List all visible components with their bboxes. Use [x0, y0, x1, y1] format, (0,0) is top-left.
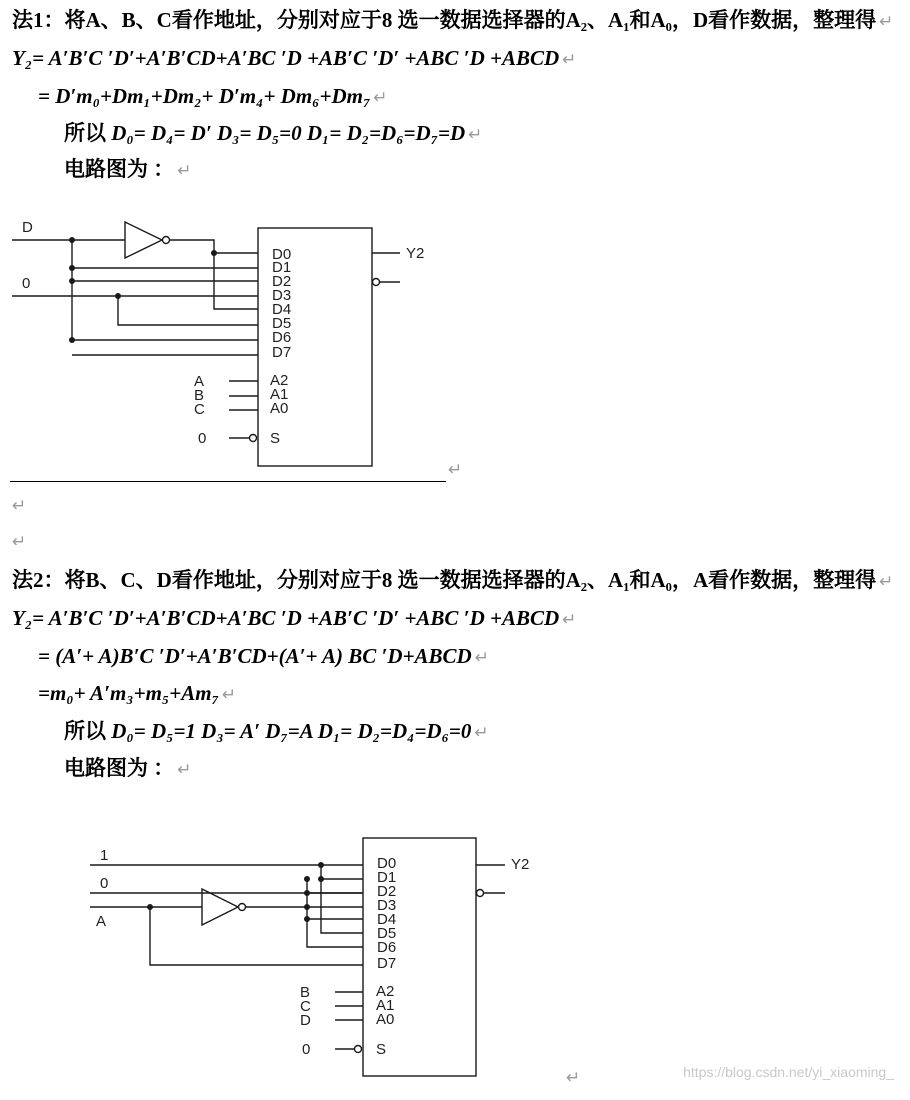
input-label-one: 1	[100, 847, 109, 864]
pin-d3: D3	[377, 897, 397, 914]
method1-heading: 法1：将A、B、C看作地址，分别对应于8 选一数据选择器的A₂、A₁和A₀，D看作数据，整理得 ↵	[12, 8, 894, 32]
pin-d5: D5	[272, 315, 292, 332]
inverter-1	[125, 222, 162, 258]
method2-circuit	[0, 800, 910, 1100]
pin-a1: A1	[376, 997, 395, 1014]
paragraph-mark: ↵	[12, 532, 27, 552]
pin-a0: A0	[376, 1011, 395, 1028]
pin-d7: D7	[272, 344, 292, 361]
method1-equation-2: = D′m₀+Dm₁+Dm₂+ D′m₄+ Dm₆+Dm₇ ↵	[38, 84, 388, 108]
method2-equation-3: =m₀+ A′m₃+m₅+Am₇ ↵	[38, 681, 237, 705]
pin-s: S	[270, 430, 281, 447]
method1-equation-1: Y₂= A′B′C ′D′+A′B′CD+A′BC ′D +AB′C ′D′ +ABC ′D +ABCD ↵	[12, 46, 577, 70]
pin-d1: D1	[272, 259, 292, 276]
pin-a1: A1	[270, 386, 289, 403]
pin-a2: A2	[270, 372, 289, 389]
strobe-input: 0	[302, 1041, 311, 1058]
output-y2: Y2	[511, 856, 530, 873]
paragraph-mark: ↵	[12, 496, 27, 516]
pin-d6: D6	[377, 939, 397, 956]
method2-result: 所以 D₀= D₅=1 D₃= A′ D₇=A D₁= D₂=D₄=D₆=0 ↵	[64, 719, 489, 743]
addr-input-c: C	[300, 998, 311, 1015]
pin-s: S	[376, 1041, 387, 1058]
addr-input-c: C	[194, 401, 205, 418]
pin-d1: D1	[377, 869, 397, 886]
pin-a0: A0	[270, 400, 289, 417]
input-label-zero: 0	[100, 875, 109, 892]
addr-input-a: A	[194, 373, 205, 390]
method2-circuit-label: 电路图为 ： ↵	[64, 756, 192, 780]
paragraph-mark: ↵	[448, 460, 463, 480]
input-label-a: A	[96, 913, 107, 930]
method1-circuit	[0, 0, 910, 480]
pin-d0: D0	[272, 246, 292, 263]
pin-a2: A2	[376, 983, 395, 1000]
method1-circuit-label: 电路图为 ： ↵	[64, 157, 192, 181]
pin-d7: D7	[377, 955, 397, 972]
pin-d0: D0	[377, 855, 397, 872]
input-label-zero: 0	[22, 275, 31, 292]
method1-result: 所以 D₀= D₄= D′ D₃= D₅=0 D₁= D₂=D₆=D₇=D ↵	[64, 121, 483, 145]
pin-d2: D2	[377, 883, 397, 900]
method2-equation-2: = (A′+ A)B′C ′D′+A′B′CD+(A′+ A) BC ′D+ABCD ↵	[38, 644, 489, 668]
pin-d4: D4	[377, 911, 397, 928]
addr-input-d: D	[300, 1012, 311, 1029]
input-label-d: D	[22, 219, 33, 236]
paragraph-mark: ↵	[566, 1068, 581, 1088]
method2-equation-1: Y₂= A′B′C ′D′+A′B′CD+A′BC ′D +AB′C ′D′ +ABC ′D +ABCD ↵	[12, 606, 577, 630]
addr-input-b: B	[300, 984, 311, 1001]
method2-heading: 法2：将B、C、D看作地址，分别对应于8 选一数据选择器的A₂、A₁和A₀，A看作数据，整理得 ↵	[12, 568, 894, 592]
pin-d2: D2	[272, 273, 292, 290]
inverter-2	[202, 889, 238, 925]
output-y2: Y2	[406, 245, 425, 262]
watermark: https://blog.csdn.net/yi_xiaoming_	[683, 1064, 894, 1080]
addr-input-b: B	[194, 387, 205, 404]
pin-d5: D5	[377, 925, 397, 942]
pin-d3: D3	[272, 287, 292, 304]
pin-d6: D6	[272, 329, 292, 346]
separator-line	[10, 481, 446, 482]
strobe-input: 0	[198, 430, 207, 447]
pin-d4: D4	[272, 301, 292, 318]
